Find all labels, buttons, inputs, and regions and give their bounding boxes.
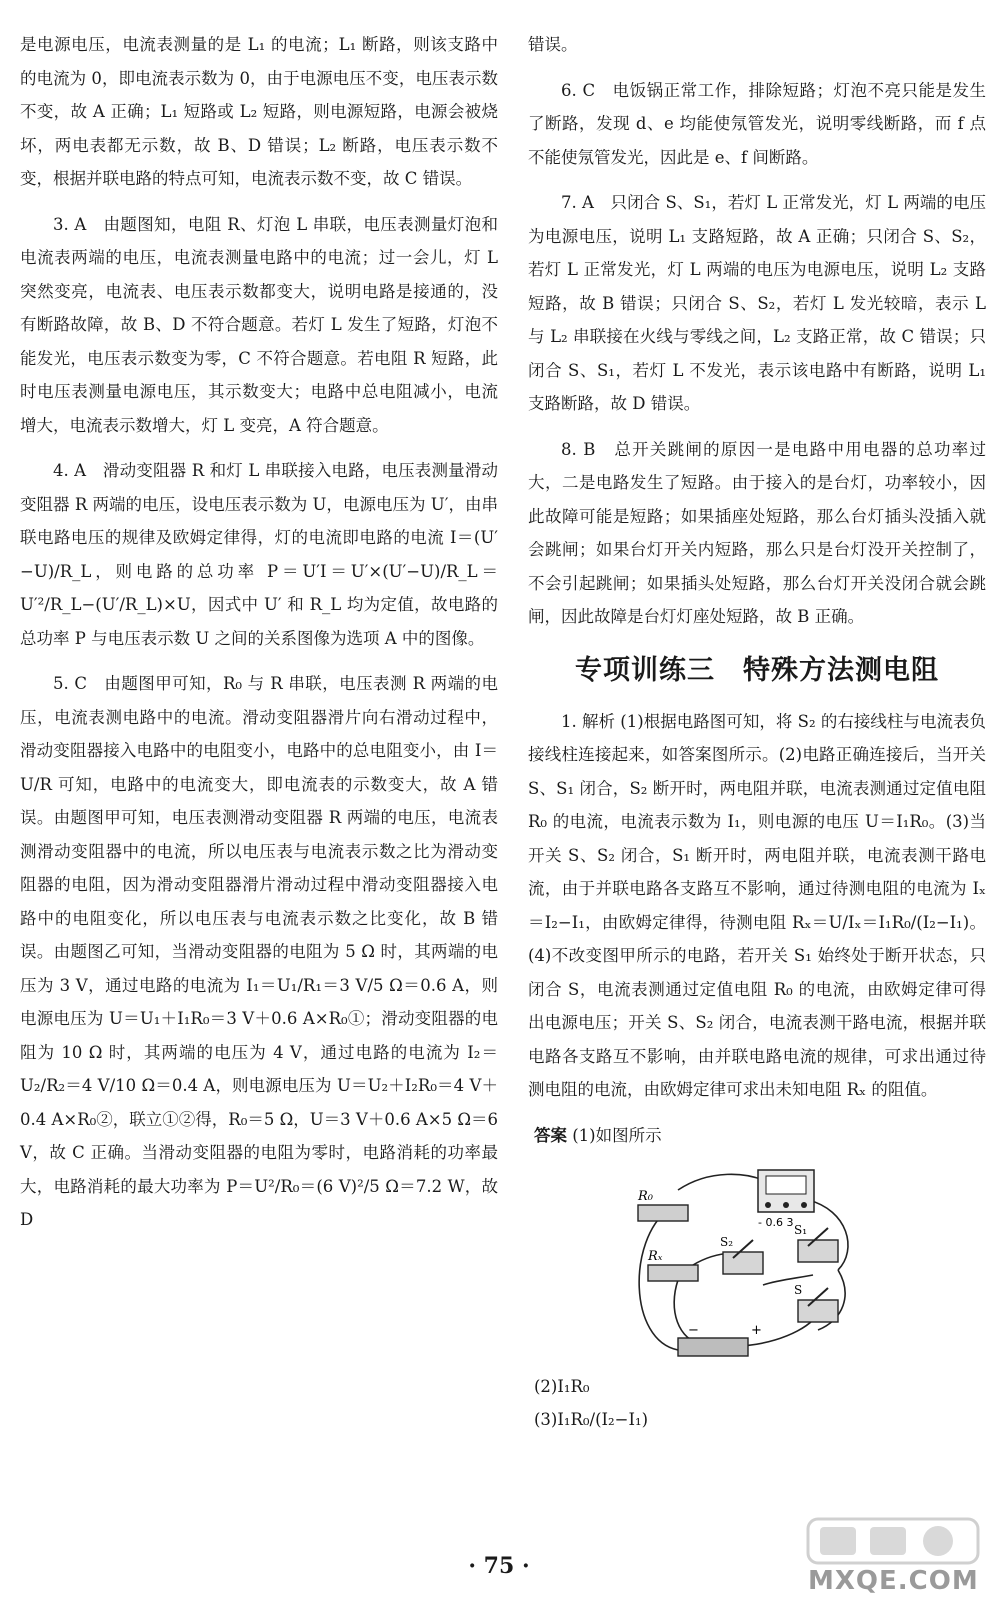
watermark-text: MXQE.COM (808, 1566, 979, 1596)
resistor-rx-icon (648, 1265, 698, 1281)
left-column (20, 28, 498, 1249)
switch-s2-icon (723, 1252, 763, 1274)
label-s1: S₁ (794, 1222, 808, 1237)
answer-4: 4. A 滑动变阻器 R 和灯 L 串联接入电路，电压表测量滑动变阻器 R 两端的电压，设电压表示数为 U，电源电压为 U′，由串联电路电压的规律及欧姆定律得，灯的电流即电路的电流 I＝(U′−U)/R_L，则电路的总功率 P＝U′I＝U′×(U′−U)/R_L＝U′²/R_L−(U′/R_L)×U，因式中 U′ 和 R_L 均为定值，故电路的总功率 P 与电压表示数 U 之间的关系图像为选项 A 中的图像。 (20, 461, 498, 648)
answer-3: 3. A 由题图知，电阻 R、灯泡 L 串联，电压表测量灯泡和电流表两端的电压，电流表测量电路中的电流；过一会儿，灯 L 突然变亮，电流表、电压表示数都变大，说明电路是接通的，没有断路故障，故 B、D 不符合题意。若灯 L 发生了短路，灯泡不能发光，电压表示数变为零，C 不符合题意。若电阻 R 短路，此时电压表测量电源电压，其示数变大；电路中总电阻减小，电流增大，电流表示数增大，灯 L 变亮，A 符合题意。 (20, 214, 498, 435)
label-rx: Rₓ (648, 1248, 663, 1264)
answer-item-1: (1)如图所示 (572, 1125, 662, 1145)
answer-item-3: (3)I₁R₀/(I₂−I₁) (534, 1409, 649, 1429)
paragraph-continued-right: 错误。 (528, 35, 578, 54)
switch-s1-icon (798, 1240, 838, 1262)
label-plus: + (751, 1322, 762, 1338)
answer-8: 8. B 总开关跳闸的原因一是电路中用电器的总功率过大，二是电路发生了短路。由于接入的是台灯，功率较小，因此故障可能是短路；如果插座处短路，那么台灯插头没插入就会跳闸；如果台灯开关内短路，那么只是台灯没开关控制了，不会引起跳闸；如果插头处短路，那么台灯开关没闭合就会跳闸，因此故障是台灯灯座处短路，故 B 正确。 (528, 439, 986, 626)
answer-item-2: (2)I₁R₀ (534, 1376, 590, 1396)
answer-6: 6. C 电饭锅正常工作，排除短路；灯泡不亮只能是发生了断路，发现 d、e 均能使氖管发光，说明零线断路，而 f 点不能使氖管发光，因此是 e、f 间断路。 (528, 80, 986, 167)
answer-label: 答案 (534, 1125, 567, 1145)
label-meter: - 0.6 3 (758, 1215, 794, 1229)
section-heading: 专项训练三 特殊方法测电阻 (575, 654, 939, 686)
label-s2: S₂ (720, 1234, 734, 1249)
answer-1-analysis: 1. 解析 (1)根据电路图可知，将 S₂ 的右接线柱与电流表负接线柱连接起来，如答案图所示。(2)电路正确连接后，当开关 S、S₁ 闭合，S₂ 断开时，两电阻并联，电流表测通过定值电阻 R₀ 的电流，电流表示数为 I₁，则电源的电压 U＝I₁R₀。(3)当开关 S、S₂ 闭合，S₁ 断开时，两电阻并联，电流表测干路电流，由于并联电路各支路互不影响，通过待测电阻的电流为 Iₓ＝I₂−I₁，由欧姆定律得，待测电阻 Rₓ＝U/Iₓ＝I₁R₀/(I₂−I₁)。(4)不改变图甲所示的电路，若开关 S₁ 始终处于断开状态，只闭合 S，电流表测通过定值电阻 R₀ 的电流，由欧姆定律可得出电源电压；开关 S、S₂ 闭合，电流表测干路电流，根据并联电路各支路互不影响，由并联电路电流的规律，可求出通过待测电阻的电流，由欧姆定律可求出未知电阻 Rₓ 的阻值。 (528, 711, 986, 1099)
label-s: S (794, 1282, 803, 1297)
page-number: · 75 · (468, 1553, 530, 1579)
battery-icon (678, 1338, 748, 1356)
resistor-r0-icon (638, 1205, 688, 1221)
label-r0: R₀ (638, 1188, 653, 1204)
right-column (528, 28, 986, 1436)
circuit-figure (608, 1160, 868, 1370)
answer-7: 7. A 只闭合 S、S₁，若灯 L 正常发光，灯 L 两端的电压为电源电压，说明 L₁ 支路短路，故 A 正确；只闭合 S、S₂，若灯 L 正常发光，灯 L 两端的电压为电源电压，说明 L₂ 支路短路，故 B 错误；只闭合 S、S₂，若灯 L 发光较暗，表示 L 与 L₂ 串联接在火线与零线之间，L₂ 支路正常，故 C 错误；只闭合 S、S₁，若灯 L 不发光，表示该电路中有断路，说明 L₁ 支路断路，故 D 错误。 (528, 193, 986, 413)
answer-5: 5. C 由题图甲可知，R₀ 与 R 串联，电压表测 R 两端的电压，电流表测电路中的电流。滑动变阻器滑片向右滑动过程中，滑动变阻器接入电路中的电阻变小，电路中的总电阻变小，由 I＝U/R 可知，电路中的电流变大，即电流表的示数变大，故 A 错误。由题图甲可知，电压表测滑动变阻器 R 两端的电压，电流表测滑动变阻器中的电流，所以电压表与电流表示数之比为滑动变阻器的电阻，因为滑动变阻器滑片滑动过程中滑动变阻器接入电路中的电阻变化，所以电压表与电流表示数之比变化，故 B 错误。由题图乙可知，当滑动变阻器的电阻为 5 Ω 时，其两端的电压为 3 V，通过电路的电流为 I₁＝U₁/R₁＝3 V/5 Ω＝0.6 A，则电源电压为 U＝U₁＋I₁R₀＝3 V＋0.6 A×R₀①；滑动变阻器的电阻为 10 Ω 时，其两端的电压为 4 V，通过电路的电流为 I₂＝U₂/R₂＝4 V/10 Ω＝0.4 A，则电源电压为 U＝U₂＋I₂R₀＝4 V＋0.4 A×R₀②，联立①②得，R₀＝5 Ω，U＝3 V＋0.6 A×5 Ω＝6 V，故 C 正确。当滑动变阻器的电阻为零时，电路消耗的功率最大，电路消耗的最大功率为 P＝U²/R₀＝(6 V)²/5 Ω＝7.2 W，故 D (20, 674, 498, 1229)
paragraph-continued: 是电源电压，电流表测量的是 L₁ 的电流；L₁ 断路，则该支路中的电流为 0，即电流表示数为 0，由于电源电压不变，电压表示数不变，故 A 正确；L₁ 短路或 L₂ 短路，则电源短路，电源会被烧坏，两电表都无示数，故 B、D 错误；L₂ 断路，电压表示数不变，根据并联电路的特点可知，电流表示数不变，故 C 错误。 (20, 35, 498, 188)
label-minus: − (688, 1322, 699, 1338)
answer-block-label (534, 1119, 986, 1152)
switch-s-icon (798, 1300, 838, 1322)
circuit-diagram (608, 1160, 868, 1370)
